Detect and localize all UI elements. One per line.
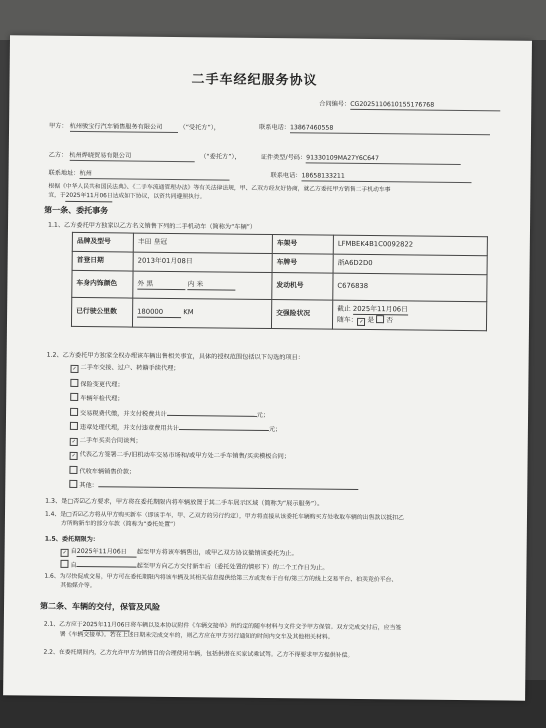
- checkbox[interactable]: ✓: [71, 452, 76, 459]
- clause-1-6-line-2: 其他媒介等。: [60, 582, 96, 590]
- background-top: [0, 0, 546, 40]
- clause-1-4-line-2: 方所购新车的部分车款（简称为“委托处置”）: [60, 520, 179, 529]
- checkbox[interactable]: [69, 480, 77, 488]
- clause-1-4-line-1: 1.4、是□否☑乙方将从甲方购买新车（即该手车，甲、乙双方的另行约定），甲方将直接从该委托车辆购买方处收取车辆的出售款以抵扣乙: [44, 511, 404, 522]
- list-item: 保险变更代理；: [70, 378, 123, 389]
- section-1-heading: 第一条、委托事务: [44, 205, 109, 216]
- document-title: 二手车经纪服务协议: [191, 72, 318, 89]
- clause-2-1-line-2: 署《车辆交接单》。若在上述日期未完成交车的，则乙方应在甲方另行通知的时间内交车及其他相关材料。: [59, 631, 334, 641]
- table-row: 车身内饰颜色 外 黑 内 米 发动机号 C676838: [72, 270, 487, 301]
- clause-2-2: 2.2、在委托期间内，乙方允许甲方为销售目的合理使用车辆，包括供潜在买家试乘试驾。乙方不得要求甲方提供补偿。: [43, 649, 354, 659]
- checkbox-yes[interactable]: ✓: [359, 319, 364, 326]
- preamble-line-2: 宜，于2025年11月06日达成如下协议，以资共同遵照执行。: [48, 192, 206, 201]
- clause-1-5-option-a: ✓ 自2025年11月06日 起至甲方将该车辆售出，或甲乙双方协议撤销该委托为止。: [62, 547, 298, 558]
- table-row: 已行驶公里数 180000 KM 交强险状况 截止 2025年11月06日 随车： ✓ 是 否: [71, 297, 486, 330]
- party-b-address: 联系地址：杭州: [49, 170, 230, 181]
- contract-number: 合同编号：CG2025110610155176768: [319, 101, 500, 112]
- list-item: ✓ 代表乙方签署二手/旧机动车交易市场和/或甲方处二手车销售/买卖模板合同；: [71, 451, 291, 461]
- section-2-heading: 第二条、车辆的交付，保管及风险: [39, 601, 161, 612]
- vehicle-info-table: [71, 232, 488, 331]
- party-a-row: 甲方： 杭州骏宝行汽车销售服务有限公司 （“受托方”），: [49, 122, 221, 132]
- party-b-row: 乙方： 杭州烨晓贸易有限公司 （“委托方”），: [48, 151, 241, 161]
- checkbox[interactable]: [70, 407, 78, 415]
- checkbox-option-a[interactable]: ✓: [62, 549, 67, 556]
- preamble-line-1: 根据《中华人民共和国民法典》、《二手车流通管理办法》等有关法律法规，甲、乙双方经友好协商，就乙方委托甲方销售二手机动车事: [48, 183, 391, 194]
- checkbox[interactable]: [70, 378, 78, 386]
- checkbox[interactable]: [70, 422, 78, 430]
- list-item: 交易税费代缴，并支付税费共计 元；: [70, 407, 269, 419]
- party-a-name: 杭州骏宝行汽车销售服务有限公司: [70, 122, 178, 133]
- checkbox[interactable]: ✓: [72, 365, 77, 372]
- checkbox[interactable]: ✓: [71, 438, 76, 445]
- clause-1-5: 1.5、委托期限为：: [44, 535, 100, 544]
- list-item: 其他：: [69, 480, 358, 493]
- clause-1-1: 1.1、乙方委托甲方独家以乙方名义销售下列的二手机动车（简称为“车辆”）: [47, 221, 257, 231]
- party-b-id: 证件类型/号码：91330109MA27Y6C647: [261, 154, 461, 165]
- checkbox[interactable]: [70, 393, 78, 401]
- contract-page: [3, 35, 532, 700]
- clause-1-5-option-b: 自 起至甲方向乙方交付新车后（委托处置的情形下）的二个工作日为止。: [60, 560, 328, 573]
- list-item: 违章处理代理，并支付违章费用共计 元；: [70, 422, 281, 435]
- list-item: ✓ 二手车买卖合同谈判；: [71, 436, 142, 445]
- list-item: 代收车辆销售价款；: [69, 465, 135, 476]
- checkbox-option-b[interactable]: [60, 560, 68, 568]
- list-item: ✓ 二手车交接、过户、转籍手续代理；: [72, 364, 180, 373]
- contract-number-value: CG2025110610155176768: [350, 101, 500, 112]
- clause-1-2: 1.2、乙方委托甲方独家全权办理该车辆出售相关事宜，具体的授权范围包括以下勾选的项目：: [46, 351, 305, 362]
- checkbox-no[interactable]: [376, 315, 384, 323]
- party-b-name: 杭州烨晓贸易有限公司: [69, 152, 194, 163]
- table-row: 品牌及型号 丰田 皇冠 车架号 LFMBEK4B1C0092822: [72, 232, 487, 255]
- table-row: 首登日期 2013年01月08日 车牌号 浙A6D2D0: [72, 251, 487, 274]
- party-b-phone: 联系电话：18658133211: [270, 172, 471, 183]
- clause-2-1-line-1: 2.1、乙方应于2025年11月06日将车辆以及本协议附件《车辆交接单》所约定的随车材料与文件交予甲方保管。双方完成交付后，应当签: [43, 621, 402, 632]
- clause-1-3: 1.3、是□否☑乙方要求，甲方将在委托期限内将车辆放置于其二手车展示区域（简称为“展示服务”）。: [45, 497, 324, 508]
- list-item: 车辆年检代理；: [70, 393, 123, 404]
- party-a-phone: 联系电话：13867460558: [259, 124, 490, 136]
- checkbox[interactable]: [69, 465, 77, 473]
- clause-1-6-line-1: 1.6、为尽快促成交易，甲方可在委托期限内将该车辆及其相关信息提供给第三方或发布于自有/第三方的线上交易平台、拍卖竞价平台、: [44, 573, 398, 584]
